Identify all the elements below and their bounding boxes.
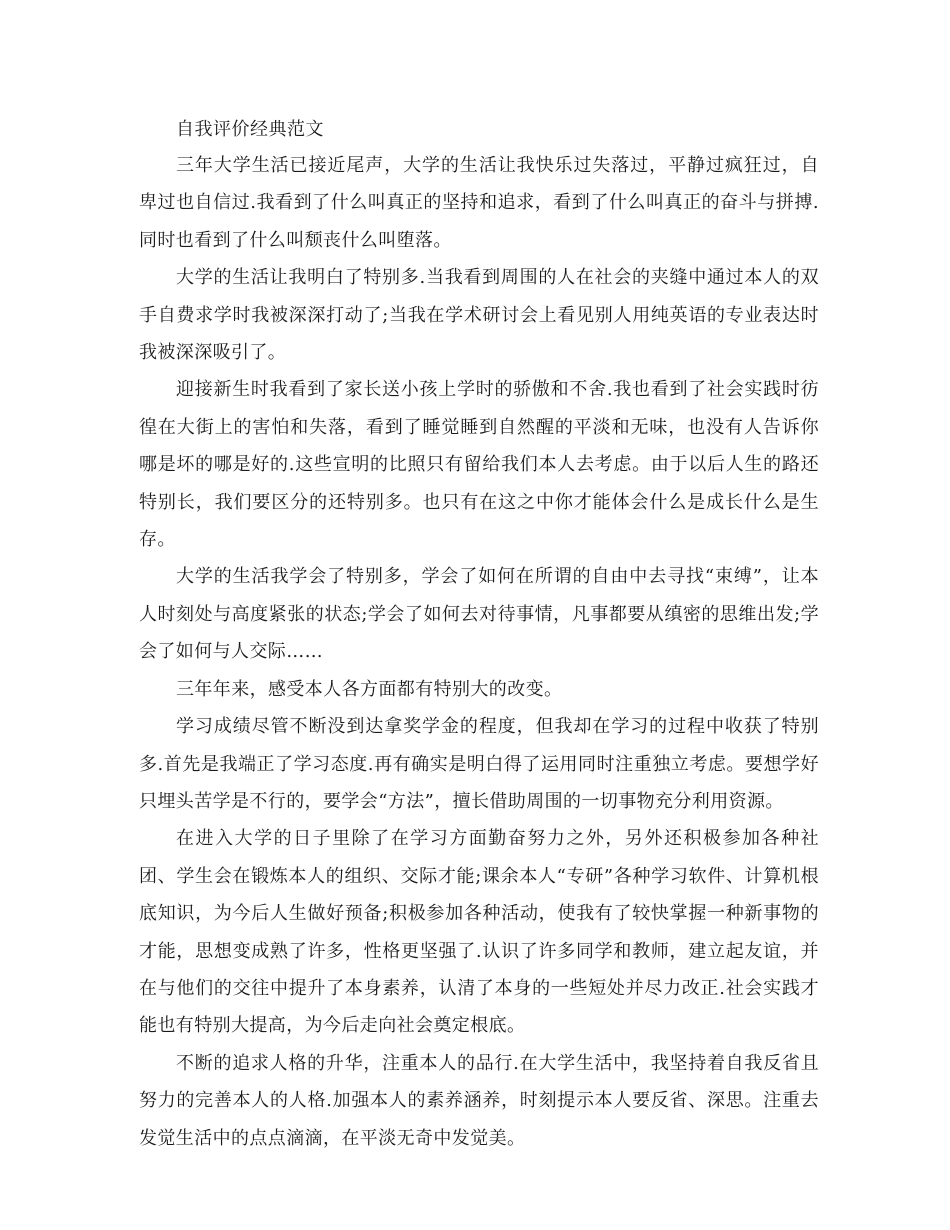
paragraph: 在进入大学的日子里除了在学习方面勤奋努力之外，另外还积极参加各种社团、学生会在锻炼本人的组织、交际才能;课余本人“专研”各种学习软件、计算机根底知识，为今后人生做好预备;积极参加各种活动，使我有了较快掌握一种新事物的才能，思想变成熟了许多，性格更坚强了.认识了许多同学和教师，建立起友谊，并在与他们的交往中提升了本身素养，认清了本身的一些短处并尽力改正.社会实践才能也有特别大提高，为今后走向社会奠定根底。 <box>139 828 819 1037</box>
paragraph: 迎接新生时我看到了家长送小孩上学时的骄傲和不舍.我也看到了社会实践时彷徨在大街上的害怕和失落，看到了睡觉睡到自然醒的平淡和无味，也没有人告诉你哪是坏的哪是好的.这些宣明的比照只有留给我们本人去考虑。由于以后人生的路还特别长，我们要区分的还特别多。也只有在这之中你才能体会什么是成长什么是生存。 <box>139 379 819 551</box>
document-body <box>139 113 819 1157</box>
paragraph: 三年大学生活已接近尾声，大学的生活让我快乐过失落过，平静过疯狂过，自卑过也自信过.我看到了什么叫真正的坚持和追求，看到了什么叫真正的奋斗与拼搏.同时也看到了什么叫颓丧什么叫堕落。 <box>139 155 819 251</box>
paragraph: 学习成绩尽管不断没到达拿奖学金的程度，但我却在学习的过程中收获了特别多.首先是我端正了学习态度.再有确实是明白得了运用同时注重独立考虑。要想学好只埋头苦学是不行的，要学会“方法”，擅长借助周围的一切事物充分利用资源。 <box>139 716 819 812</box>
paragraph: 大学的生活我学会了特别多，学会了如何在所谓的自由中去寻找“束缚”，让本人时刻处与高度紧张的状态;学会了如何去对待事情，凡事都要从缜密的思维出发;学会了如何与人交际…… <box>139 566 819 663</box>
paragraph: 不断的追求人格的升华，注重本人的品行.在大学生活中，我坚持着自我反省且努力的完善本人的人格.加强本人的素养涵养，时刻提示本人要反省、深思。注重去发觉生活中的点点滴滴，在平淡无奇中发觉美。 <box>139 1052 819 1149</box>
paragraph: 三年年来，感受本人各方面都有特别大的改变。 <box>176 678 563 700</box>
document-title: 自我评价经典范文 <box>176 119 324 140</box>
paragraph: 大学的生活让我明白了特别多.当我看到周围的人在社会的夹缝中通过本人的双手自费求学时我被深深打动了;当我在学术研讨会上看见别人用纯英语的专业表达时我被深深吸引了。 <box>139 267 819 364</box>
